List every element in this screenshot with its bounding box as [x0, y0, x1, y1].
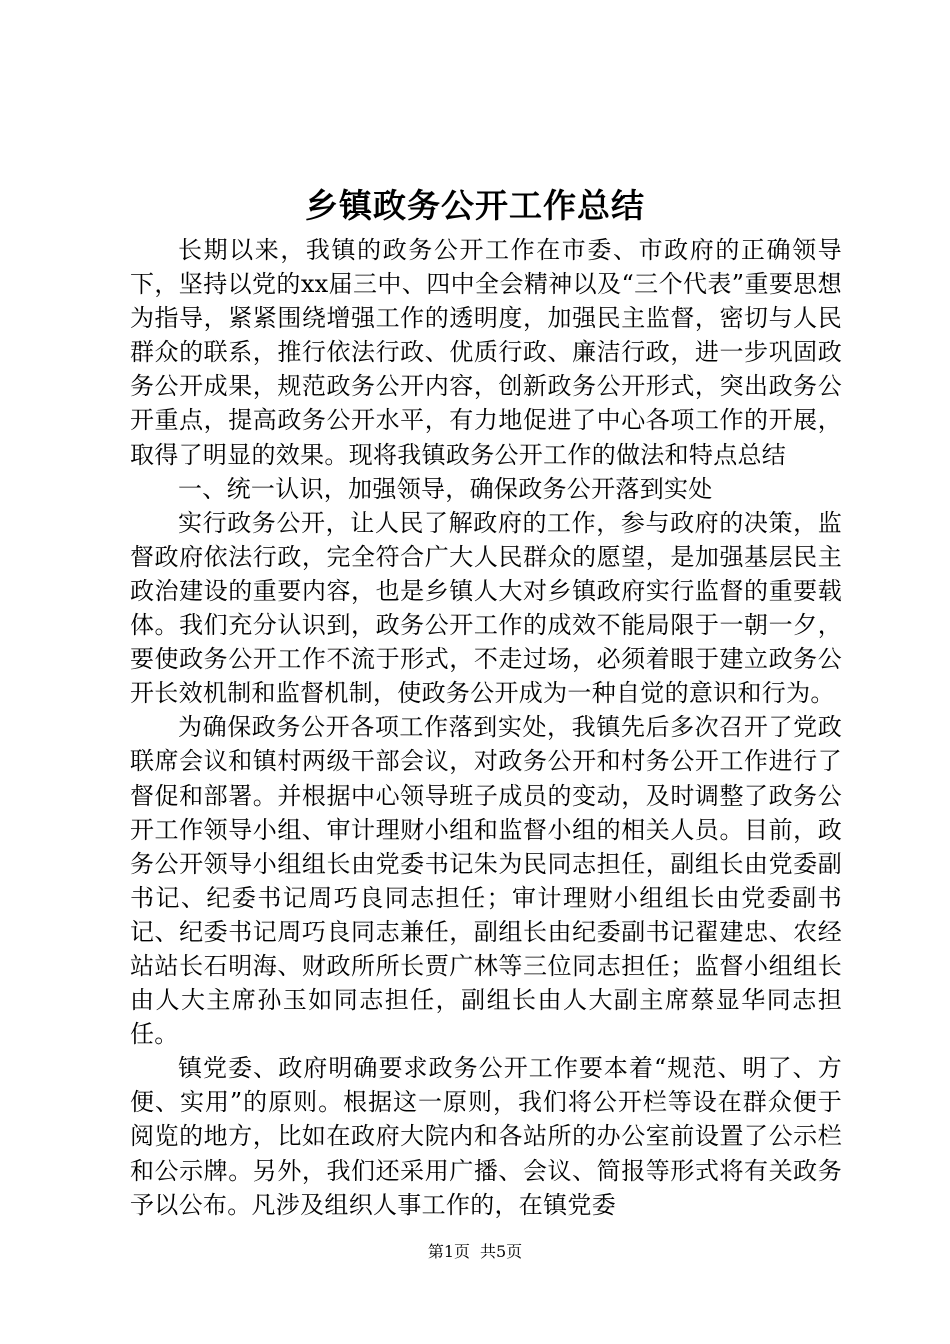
paragraph-section-1-c: 镇党委、政府明确要求政务公开工作要本着“规范、明了、方便、实用”的原则。根据这一原则，我们将公开栏等设在群众便于阅览的地方，比如在政府大院内和各站所的办公室前设置了公示栏和公示牌。另外，我们还采用广播、会议、简报等形式将有关政务予以公布。凡涉及组织人事工作的，在镇党委	[130, 1054, 842, 1219]
paragraph-intro: 长期以来，我镇的政务公开工作在市委、市政府的正确领导下，坚持以党的xx届三中、四中全会精神以及“三个代表”重要思想为指导，紧紧围绕增强工作的透明度，加强民主监督，密切与人民群众的联系，推行依法行政、优质行政、廉洁行政，进一步巩固政务公开成果，规范政务公开内容，创新政务公开形式，突出政务公开重点，提高政务公开水平，有力地促进了中心各项工作的开展，取得了明显的效果。现将我镇政务公开工作的做法和特点总结	[130, 236, 842, 469]
page-total: 共5页	[480, 1242, 523, 1261]
section-heading-1: 一、统一认识，加强领导，确保政务公开落到实处	[178, 474, 713, 503]
paragraph-section-1-b: 为确保政务公开各项工作落到实处，我镇先后多次召开了党政联席会议和镇村两级干部会议，对政务公开和村务公开工作进行了督促和部署。并根据中心领导班子成员的变动，及时调整了政务公开工作领导小组、审计理财小组和监督小组的相关人员。目前，政务公开领导小组组长由党委书记朱为民同志担任，副组长由党委副书记、纪委书记周巧良同志担任；审计理财小组组长由党委副书记、纪委书记周巧良同志兼任，副组长由纪委副书记翟建忠、农经站站长石明海、财政所所长贾广林等三位同志担任；监督小组组长由人大主席孙玉如同志担任，副组长由人大副主席蔡显华同志担任。	[130, 713, 842, 1049]
page-footer	[0, 1241, 950, 1263]
document-title: 乡镇政务公开工作总结	[305, 186, 645, 225]
paragraph-section-1-a: 实行政务公开，让人民了解政府的工作，参与政府的决策，监督政府依法行政，完全符合广大人民群众的愿望，是加强基层民主政治建设的重要内容，也是乡镇人大对乡镇政府实行监督的重要载体。我们充分认识到，政务公开工作的成效不能局限于一朝一夕，要使政务公开工作不流于形式，不走过场，必须着眼于建立政务公开长效机制和监督机制，使政务公开成为一种自觉的意识和行为。	[130, 508, 842, 708]
page-number: 第1页	[427, 1242, 470, 1261]
document-body	[130, 233, 842, 1222]
